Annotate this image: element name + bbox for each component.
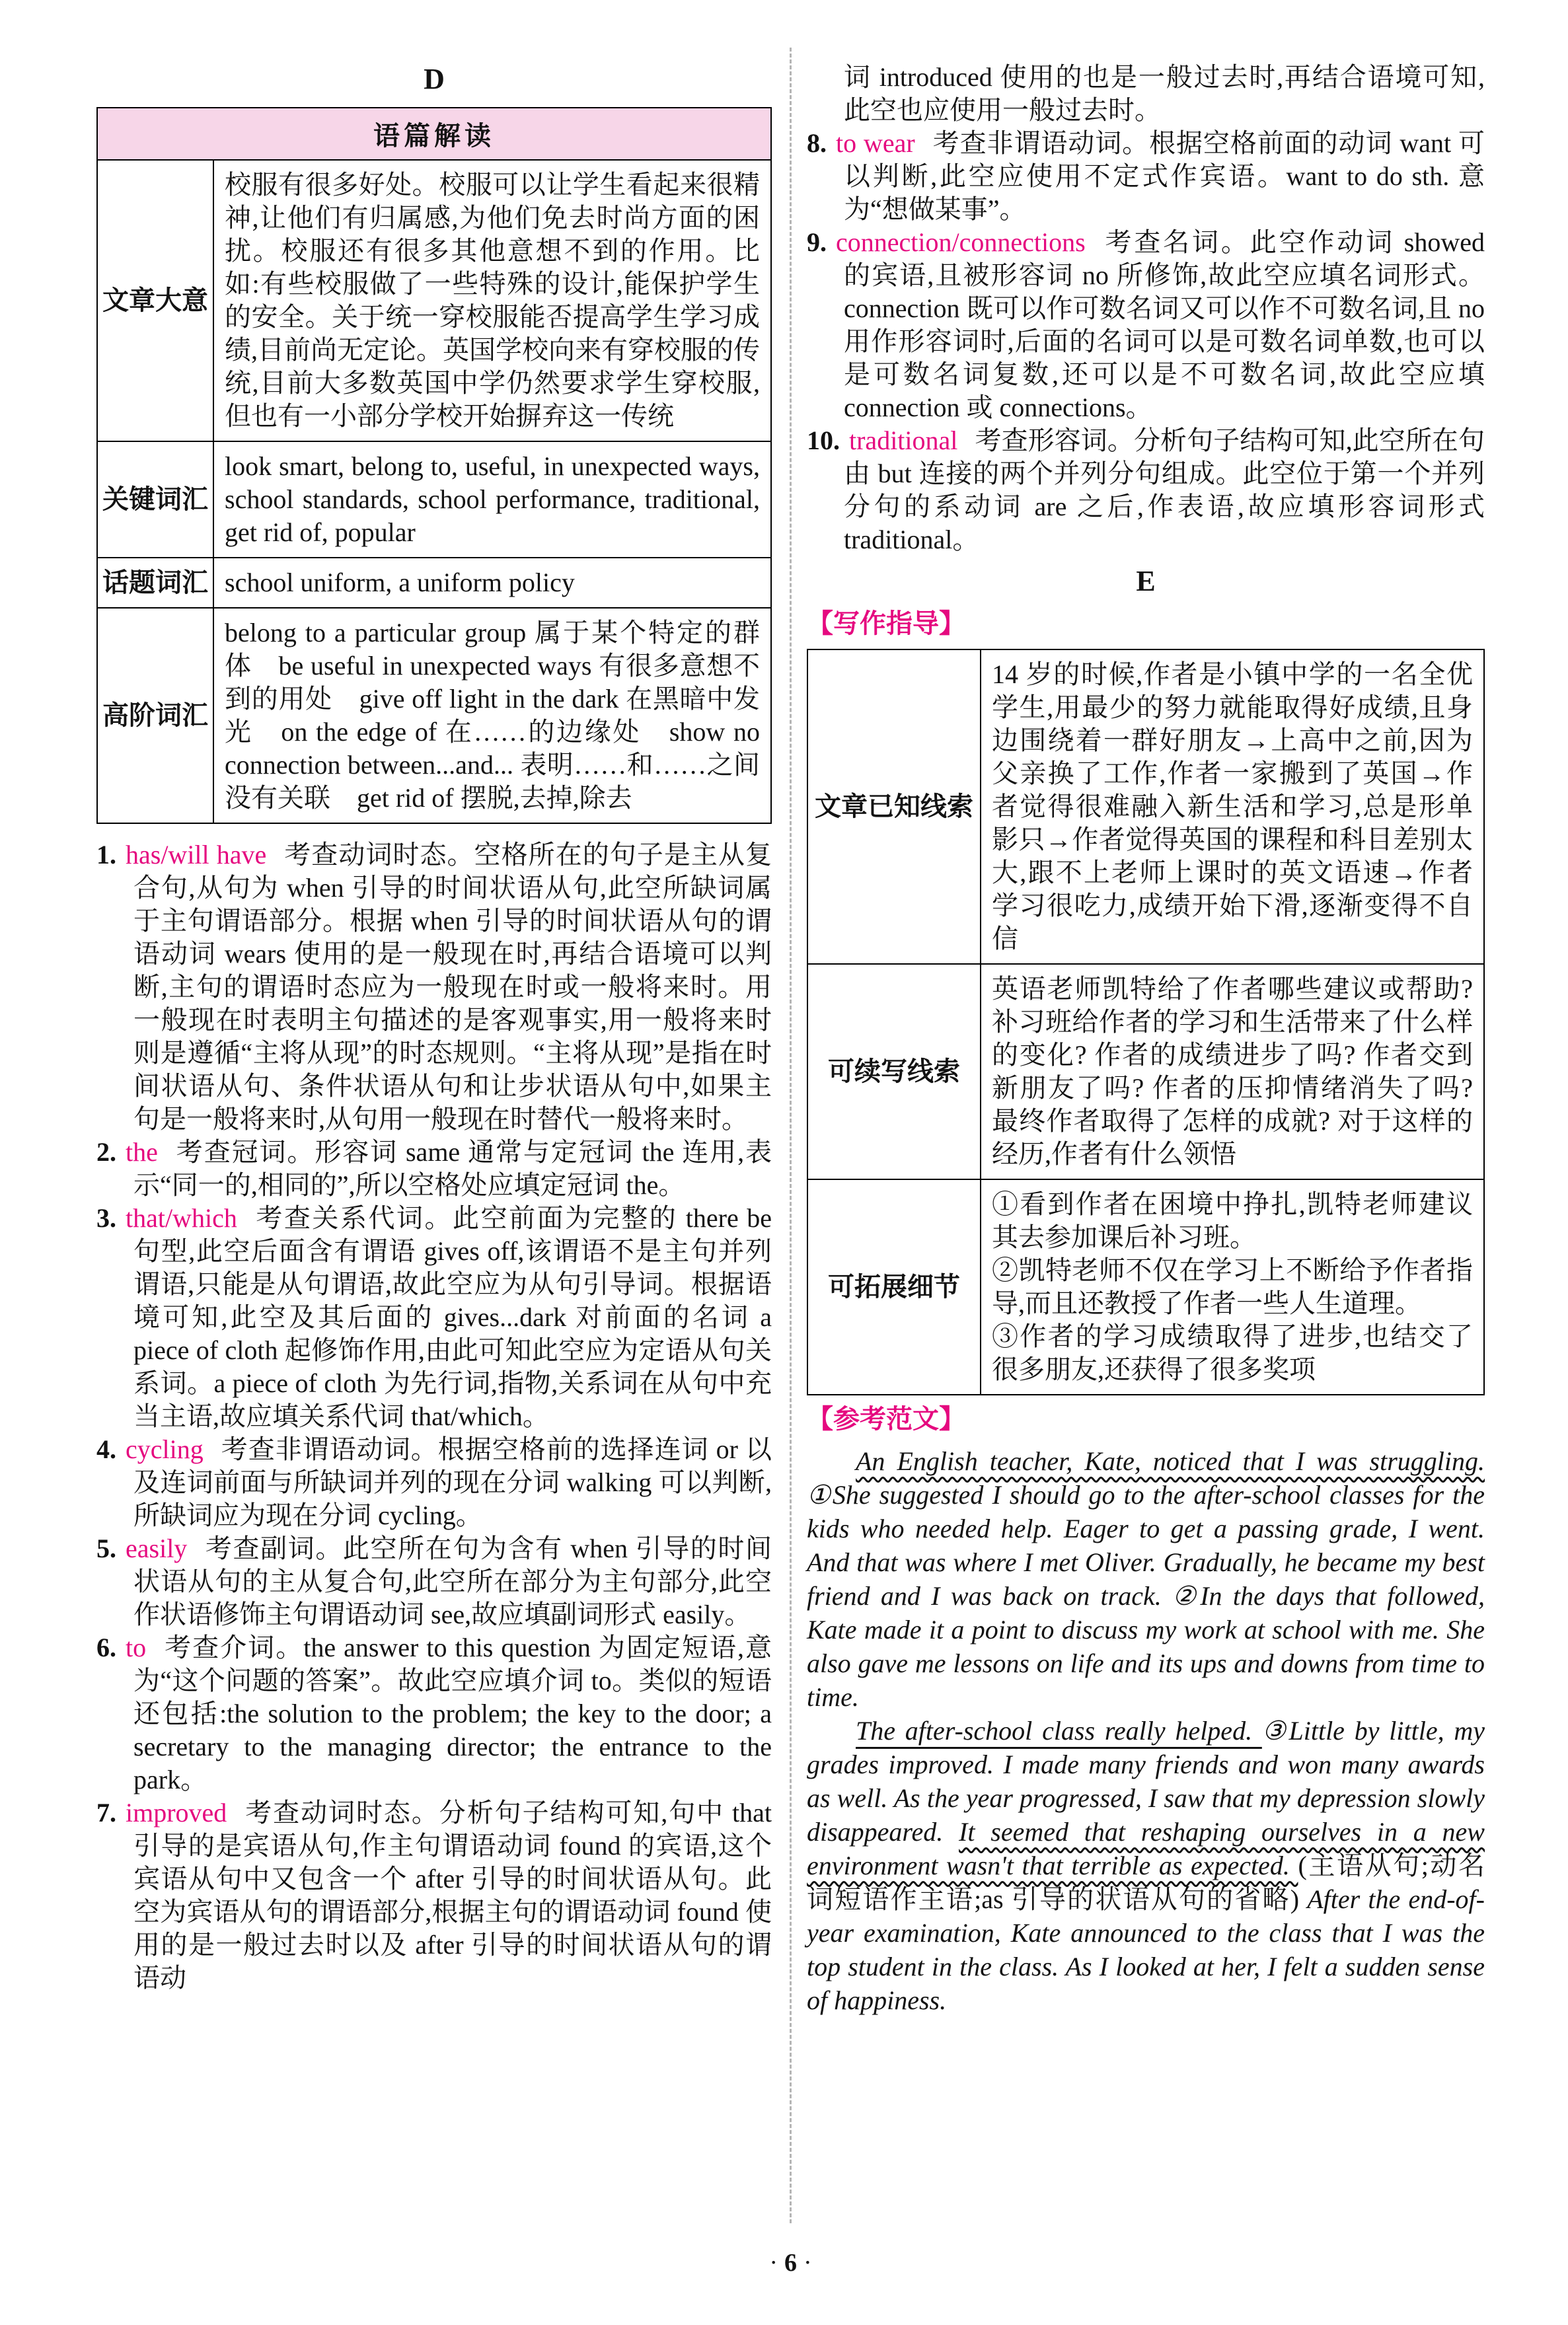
reading-analysis-table <box>96 107 772 824</box>
table-row-main-idea <box>97 160 771 441</box>
essay-highlight-sentence: It seemed that reshaping ourselves in a new environment wasn't that terrible as expected. <box>807 1817 1485 1880</box>
answer-item-1 <box>96 838 772 1136</box>
row-label-advanced-words: 高阶词汇 <box>97 608 213 823</box>
answer-item-9 <box>807 226 1485 424</box>
answer-item-8 <box>807 127 1485 226</box>
row-label-continuation-clues: 可续写线索 <box>807 964 981 1179</box>
essay-grammar-note: (主语从句;动名词短语作主语;as 引导的状语从句的省略) <box>807 1851 1485 1914</box>
answer-number: 7. <box>96 1798 116 1827</box>
table-row-continuation-clues <box>807 964 1484 1179</box>
table-row-key-words <box>97 441 771 558</box>
reading-table-title: 语篇解读 <box>97 108 771 160</box>
answer-explanation: 考查副词。此空所在句为含有 when 引导的时间状语从句的主从复合句,此空所在部分为主句部分,此空作状语修饰主句谓语动词 see,故应填副词形式 easily。 <box>133 1533 772 1629</box>
row-content-known-clues: 14 岁的时候,作者是小镇中学的一名全优学生,用最少的努力就能取得好成绩,且身边围绕着一群好朋友→上高中之前,因为父亲换了工作,作者一家搬到了英国→作者觉得很难融入新生活和学习,总是形单影只→作者觉得英国的课程和科目差别太大,跟不上老师上课时的英文语速→作者学习很吃力,成绩开始下滑,逐渐变得不自信 <box>981 649 1484 964</box>
row-content-advanced-words: belong to a particular group 属于某个特定的群体 be useful in unexpected ways 有很多意想不到的用处 give off light in the dark 在黑暗中发光 on the edge of 在……的边缘处 show no connection between...and... 表明……和……之间没有关联 get rid of 摆脱,去掉,除去 <box>213 608 771 823</box>
essay-given-sentence-1: An English teacher, Kate, noticed that I was struggling. <box>856 1446 1485 1476</box>
answer-explanations-right <box>807 127 1485 556</box>
row-label-key-words: 关键词汇 <box>97 441 213 558</box>
answer-explanation: 考查介词。the answer to this question 为固定短语,意为“这个问题的答案”。故此空应填介词 to。类似的短语还包括:the solution to the problem; the key to the door; a secretary to the managing director; the entrance to the park。 <box>133 1633 772 1794</box>
answer-number: 1. <box>96 840 116 869</box>
answer-explanation: 考查名词。此空作动词 showed 的宾语,且被形容词 no 所修饰,故此空应填名词形式。connection 既可以作可数名词又可以作不可数名词,且 no 用作形容词时,后面的名词可以是可数名词单数,也可以是可数名词复数,还可以是不可数名词,故此空应填 connection 或 connections。 <box>844 227 1485 422</box>
essay-body-1: ①She suggested I should go to the after-school classes for the kids who needed help. Eager to get a passing grade, I went. And that was where I met Oliver. Gradually, he became my best friend and I was back on track. ②In the days that followed, Kate made it a point to discuss my work at school with me. She also gave me lessons on life and its ups and downs from time to time. <box>807 1480 1485 1712</box>
answer-value: has/will have <box>126 840 267 869</box>
answer-item-7 <box>96 1796 772 1995</box>
answer-number: 4. <box>96 1434 116 1464</box>
answer-number: 10. <box>807 425 840 455</box>
answer-value: improved <box>126 1798 227 1827</box>
answer-value: connection/connections <box>836 227 1086 257</box>
essay-paragraph-2 <box>807 1714 1485 2017</box>
answer-item-2 <box>96 1136 772 1202</box>
answer-value: to wear <box>836 128 915 158</box>
section-d-label: D <box>424 63 445 95</box>
row-content-continuation-clues: 英语老师凯特给了作者哪些建议或帮助? 补习班给作者的学习和生活带来了什么样的变化? 作者的成绩进步了吗? 作者交到新朋友了吗? 作者的压抑情绪消失了吗? 最终作者取得了怎样的成就? 对于这样的经历,作者有什么领悟 <box>981 964 1484 1179</box>
answer-value: to <box>126 1633 147 1662</box>
answer-explanation: 考查关系代词。此空前面为完整的 there be 句型,此空后面含有谓语 gives off,该谓语不是主句并列谓语,只能是从句谓语,故此空应为从句引导词。根据语境可知,此空及其后面的 gives...dark 对前面的名词 a piece of cloth 起修饰作用,由此可知此空应为定语从句关系词。a piece of cloth 为先行词,指物,关系词在从句中充当主语,故应填关系代词 that/which。 <box>133 1203 772 1431</box>
answer-item-6 <box>96 1631 772 1796</box>
answer-item-4 <box>96 1433 772 1532</box>
page-number: 6 <box>784 2249 797 2277</box>
answer-value: traditional <box>849 425 958 455</box>
section-e-label: E <box>1136 565 1156 597</box>
essay-body-2a: ③Little by little, my grades improved. I made many friends and won many awards as well. As the year progressed, I saw that my depression slowly disappeared. <box>807 1716 1485 1847</box>
answer-number: 3. <box>96 1203 116 1233</box>
answer-explanation: 考查非谓语动词。根据空格前的选择连词 or 以及连词前面与所缺词并列的现在分词 walking 可以判断,所缺词应为现在分词 cycling。 <box>133 1434 772 1530</box>
model-essay-header: 【参考范文】 <box>807 1404 965 1434</box>
row-content-expandable-details <box>981 1179 1484 1395</box>
answer-number: 5. <box>96 1533 116 1563</box>
answer-item-10 <box>807 424 1485 556</box>
answer-explanation: 考查非谓语动词。根据空格前面的动词 want 可以判断,此空应使用不定式作宾语。want to do sth. 意为“想做某事”。 <box>844 128 1485 224</box>
footer-dot-right: · <box>803 2249 812 2277</box>
footer-dot-left: · <box>769 2249 778 2277</box>
essay-paragraph-1 <box>807 1444 1485 1714</box>
answer-item-5 <box>96 1532 772 1631</box>
answer-value: that/which <box>126 1203 237 1233</box>
row-content-key-words: look smart, belong to, useful, in unexpected ways, school standards, school performance, traditional, get rid of, popular <box>213 441 771 558</box>
page-footer <box>96 2230 1485 2279</box>
answer-explanation: 考查动词时态。分析句子结构可知,句中 that 引导的是宾语从句,作主句谓语动词 found 的宾语,这个宾语从句中又包含一个 after 引导的时间状语从句。此空为宾语从句的谓语部分,根据主句的谓语动词 found 使用的是一般过去时以及 after 引导的时间状语从句的谓语动 <box>133 1798 772 1993</box>
table-row-expandable-details <box>807 1179 1484 1395</box>
two-column-layout <box>96 61 1485 2230</box>
answer-number: 2. <box>96 1137 116 1167</box>
answer-7-continuation: 词 introduced 使用的也是一般过去时,再结合语境可知,此空也应使用一般过去时。 <box>844 62 1485 125</box>
table-row-topic-words <box>97 558 771 608</box>
answer-explanations-left <box>96 838 772 1995</box>
table-row-known-clues <box>807 649 1484 964</box>
detail-line-3: ③作者的学习成绩取得了进步,也结交了很多朋友,还获得了很多奖项 <box>992 1321 1473 1384</box>
row-label-topic-words: 话题词汇 <box>97 558 213 608</box>
answer-value: cycling <box>126 1434 204 1464</box>
row-content-main-idea: 校服有很多好处。校服可以让学生看起来很精神,让他们有归属感,为他们免去时尚方面的困扰。校服还有很多其他意想不到的作用。比如:有些校服做了一些特殊的设计,能保护学生的安全。关于统一穿校服能否提高学生学习成绩,目前尚无定论。英国学校向来有穿校服的传统,目前大多数英国中学仍然要求学生穿校服,但也有一小部分学校开始摒弃这一传统 <box>213 160 771 441</box>
right-column <box>807 61 1485 2230</box>
essay-body-2b: After the end-of-year examination, Kate announced to the class that I was the top student in the class. As I looked at her, I felt a sudden sense of happiness. <box>807 1884 1485 2015</box>
column-divider <box>772 61 807 2230</box>
answer-value: the <box>126 1137 158 1167</box>
row-content-topic-words: school uniform, a uniform policy <box>213 558 771 608</box>
table-row-advanced-words <box>97 608 771 823</box>
answer-number: 8. <box>807 128 827 158</box>
answer-number: 9. <box>807 227 827 257</box>
writing-guide-table <box>807 649 1485 1395</box>
detail-line-1: ①看到作者在困境中挣扎,凯特老师建议其去参加课后补习班。 <box>992 1189 1473 1252</box>
answer-explanation: 考查动词时态。空格所在的句子是主从复合句,从句为 when 引导的时间状语从句,此空所缺词属于主句谓语部分。根据 when 引导的时间状语从句的谓语动词 wears 使用的是一般现在时,再结合语境可以判断,主句的谓语时态应为一般现在时或一般将来时。用一般现在时表明主句描述的是客观事实,用一般将来时则是遵循“主将从现”的时态规则。“主将从现”是指在时间状语从句、条件状语从句和让步状语从句中,如果主句是一般将来时,从句用一般现在时替代一般将来时。 <box>133 840 772 1134</box>
left-column <box>96 61 772 2230</box>
answer-explanation: 考查冠词。形容词 same 通常与定冠词 the 连用,表示“同一的,相同的”,所以空格处应填定冠词 the。 <box>133 1137 772 1200</box>
essay-given-sentence-2: The after-school class really helped. <box>856 1716 1262 1746</box>
row-label-expandable-details: 可拓展细节 <box>807 1179 981 1395</box>
table-title-row <box>97 108 771 160</box>
detail-line-2: ②凯特老师不仅在学习上不断给予作者指导,而且还教授了作者一些人生道理。 <box>992 1255 1473 1318</box>
writing-guide-header: 【写作指导】 <box>807 609 965 638</box>
answer-number: 6. <box>96 1633 116 1662</box>
row-label-main-idea: 文章大意 <box>97 160 213 441</box>
answer-item-3 <box>96 1202 772 1433</box>
row-label-known-clues: 文章已知线索 <box>807 649 981 964</box>
answer-value: easily <box>126 1533 188 1563</box>
model-essay <box>807 1444 1485 2017</box>
answer-explanation: 考查形容词。分析句子结构可知,此空所在句由 but 连接的两个并列分句组成。此空位于第一个并列分句的系动词 are 之后,作表语,故应填形容词形式 traditional。 <box>844 425 1485 554</box>
